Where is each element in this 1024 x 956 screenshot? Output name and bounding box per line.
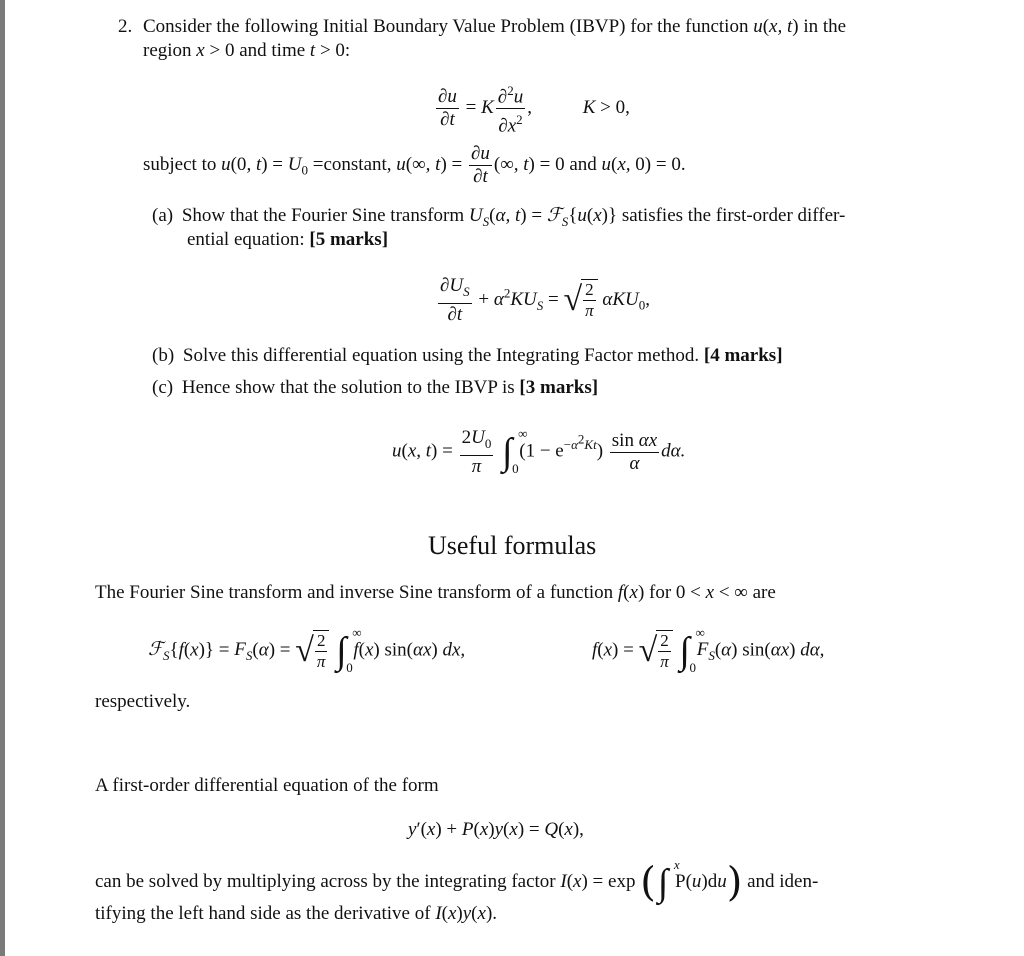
part-c-text: Hence show that the solution to the IBVP is: [181, 377, 515, 398]
if-text-1: can be solved by multiplying across by the integrating factor: [95, 871, 556, 892]
ode-intro: A first-order differential equation of the form: [95, 775, 439, 796]
part-a-line2-text: ential equation:: [187, 229, 305, 250]
part-a-equation: $\frac{\partial U_S}{\partial t}$ + $\alpha^2KU_S$ = √ $\frac{2}{\pi}$ αKU$_0$,: [440, 275, 651, 325]
inverse-transform-formula: f(x) = √ $\frac{2}{\pi}$ ∫ ∞ 0 $F_S(\alpha)$ sin(αx) dα,: [592, 625, 825, 675]
pde-equation: $\frac{\partial u}{\partial t}$ = K $\frac{\partial^2u}{\partial x^2}$ , K > 0,: [434, 80, 630, 138]
part-c: [152, 376, 598, 400]
boundary-conditions: subject to u(0, $t) = U_0$ =constant, u(∞, t) = $\frac{\partial u}{\partial t}$ (∞, t) = 0 and u(x, 0) = 0.: [143, 143, 686, 187]
part-b-label: (b): [152, 345, 175, 366]
part-b: [152, 344, 783, 368]
part-c-label: (c): [152, 377, 174, 398]
ode-equation: y′(x) + P(x)y(x) = Q(x),: [408, 819, 584, 840]
if-text-3: tifying the left hand side as the derivative of I(x)y(x).: [95, 903, 498, 924]
problem-number-label: 2.: [118, 16, 133, 37]
respectively-text: respectively.: [95, 691, 191, 712]
part-a-marks: [5 marks]: [309, 229, 389, 250]
part-b-text: Solve this differential equation using the Integrating Factor method.: [182, 345, 700, 366]
part-c-marks: [3 marks]: [519, 377, 599, 398]
part-b-marks: [4 marks]: [703, 345, 783, 366]
sine-transform-formula: ℱ$_S${f(x)} = $F_S(\alpha)$ = √ $\frac{2}{\pi}$ ∫ ∞ 0 f(x) sin(αx) dx,: [148, 625, 466, 675]
part-a-label: (a): [152, 205, 174, 226]
problem-intro-line2: region x > 0 and time t > 0:: [143, 40, 351, 61]
problem-number: 2. Consider the following Initial Boundary Value Problem (IBVP) for the function u(x, t) in the: [118, 16, 847, 37]
part-a: (a) Show that the Fourier Sine transform $U_S(\alpha$, t) = ℱ$_S${u(x)} satisfies the first-order differ-: [152, 205, 846, 229]
part-c-equation: u(x, t) = $\frac{2U_0}{\pi}$ ∫ ∞ 0 $(1 - e^{-\alpha^2Kt})$ $\frac{\text{sin αx}}{\alpha}$ dα.: [392, 426, 686, 477]
integrating-factor-line: can be solved by multiplying across by the integrating factor I(x) = exp (∫ x P(u)du) and iden-: [95, 856, 819, 906]
part-a-line2: [187, 228, 388, 252]
if-text-2: and iden-: [747, 871, 819, 892]
formulas-intro: The Fourier Sine transform and inverse Sine transform of a function f(x) for 0 < x < ∞ are: [95, 582, 776, 603]
formulas-heading: Useful formulas: [428, 531, 597, 560]
